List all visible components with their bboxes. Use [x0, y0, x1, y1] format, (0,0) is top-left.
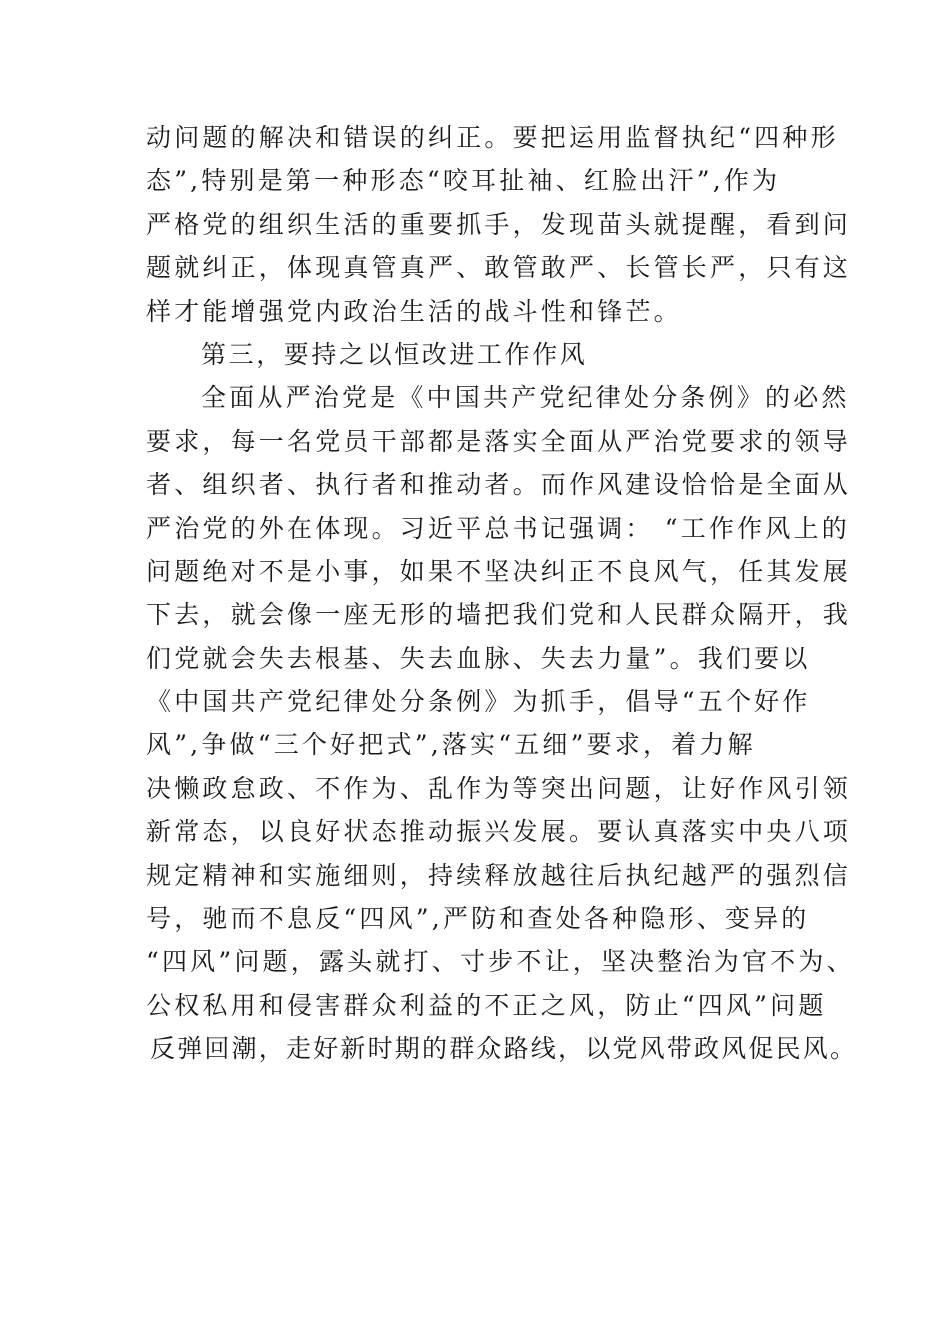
text-line: 《中国共产党纪律处分条例》为抓手，倡导“五个好作 [146, 687, 811, 717]
document-body [146, 116, 858, 1071]
section-heading: 第三，要持之以恒改进工作作风 [201, 339, 588, 369]
text-line: 风”,争做“三个好把式”,落实“五细”要求，着力解 [146, 730, 756, 760]
text-line: 们党就会失去根基、失去血脉、失去力量”。我们要以 [146, 643, 811, 673]
text-line: 样才能增强党内政治生活的战斗性和锋芒。 [146, 296, 682, 326]
text-line: 问题绝对不是小事，如果不坚决纠正不良风气，任其发展 [146, 556, 852, 586]
text-line: “四风”问题，露头就打、寸步不让，坚决整治为官不为、 [146, 947, 855, 977]
text-line: 要求，每一名党员干部都是落实全面从严治党要求的领导 [146, 426, 852, 456]
text-line: 决懒政怠政、不作为、乱作为等突出问题，让好作风引领 [146, 773, 852, 803]
text-line: 号，驰而不息反“四风”,严防和查处各种隐形、变异的 [146, 904, 810, 934]
text-line: 公权私用和侵害群众利益的不正之风，防止“四风”问题 [146, 990, 827, 1020]
text-line: 态”,特别是第一种形态“咬耳扯袖、红脸出汗”,作为 [146, 166, 781, 196]
text-line: 反弹回潮，走好新时期的群众路线，以党风带政风促民风。 [150, 1034, 858, 1064]
text-line: 题就纠正，体现真管真严、敢管敢严、长管长严，只有这 [146, 253, 852, 283]
text-line: 下去，就会像一座无形的墙把我们党和人民群众隔开，我 [146, 600, 852, 630]
text-line: 者、组织者、执行者和推动者。而作风建设恰恰是全面从 [146, 470, 852, 500]
text-line: 规定精神和实施细则，持续释放越往后执纪越严的强烈信 [146, 860, 852, 890]
paragraph-first-line: 全面从严治党是《中国共产党纪律处分条例》的必然 [201, 383, 850, 413]
text-line: 严治党的外在体现。习近平总书记强调： “工作作风上的 [146, 513, 850, 543]
text-line: 新常态，以良好状态推动振兴发展。要认真落实中央八项 [146, 817, 852, 847]
text-line: 严格党的组织生活的重要抓手，发现苗头就提醒，看到问 [146, 209, 852, 239]
text-line: 动问题的解决和错误的纠正。要把运用监督执纪“四种形 [146, 123, 839, 152]
